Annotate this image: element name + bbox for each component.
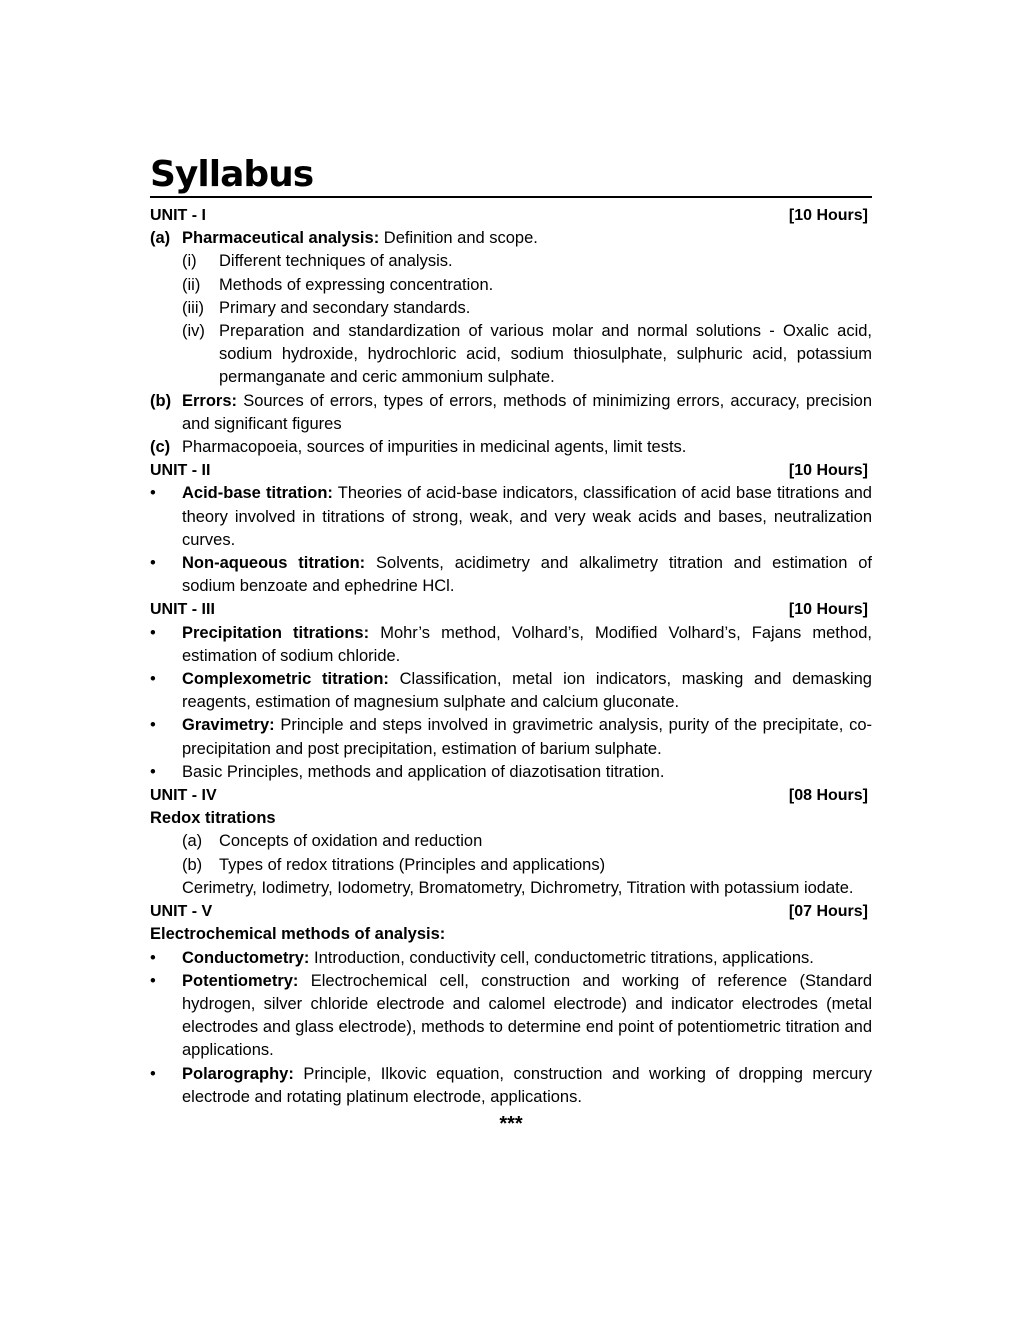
sub-label: (i) [182, 252, 197, 271]
title-rule [150, 196, 872, 198]
item-title: Conductometry: [182, 948, 310, 967]
item-text: Sources of errors, types of errors, methods of minimizing errors, accuracy, precision and significant figures [182, 391, 872, 433]
item-title: Precipitation titrations: [182, 623, 370, 642]
list-item [150, 714, 872, 760]
unit-4-hours: [08 Hours] [788, 787, 868, 805]
bullet-icon: • [150, 971, 156, 990]
unit-4-paragraph: Cerimetry, Iodimetry, Iodometry, Bromatometry, Dichrometry, Titration with potassium iodate. [182, 878, 854, 897]
sub-label: (iv) [182, 322, 205, 341]
sub-text: Preparation and standardization of various molar and normal solutions - Oxalic acid, sodium hydroxide, hydrochloric acid, sodium thiosulphate, sulphuric acid, potassium permanganate and ceric ammonium sulphate. [219, 322, 872, 387]
end-marker: *** [499, 1112, 523, 1135]
list-item [150, 1063, 872, 1109]
bullet-icon: • [150, 716, 156, 735]
item-text: Principle and steps involved in gravimetric analysis, purity of the precipitate, co-precipitation and post precipitation, estimation of barium sulphate. [182, 716, 872, 758]
item-text: Electrochemical cell, construction and working of reference (Standard hydrogen, silver chloride electrode and calomel electrode) and indicator electrodes (metal electrodes and glass electrode), methods to determine end point of potentiometric titration and applications. [182, 971, 872, 1060]
item-title: Pharmaceutical analysis: [182, 229, 380, 248]
unit-3-hours: [10 Hours] [788, 601, 868, 619]
unit-2-name: UNIT - II [150, 462, 211, 480]
sub-text: Primary and secondary standards. [219, 298, 471, 317]
unit-1-sub-i [150, 250, 872, 273]
list-item [150, 622, 872, 668]
sub-text: Types of redox titrations (Principles and applications) [219, 855, 606, 874]
bullet-icon: • [150, 948, 156, 967]
unit-4-sub-b [150, 854, 872, 877]
unit-1-header [150, 204, 872, 227]
bullet-icon: • [150, 554, 156, 573]
unit-4-sub-a [150, 830, 872, 853]
page-title: Syllabus [150, 154, 314, 195]
bullet-icon: • [150, 762, 156, 781]
unit-1-item-c [150, 436, 872, 459]
item-label: (c) [150, 438, 171, 457]
bullet-icon: • [150, 623, 156, 642]
sub-text: Methods of expressing concentration. [219, 275, 494, 294]
unit-5-name: UNIT - V [150, 903, 213, 921]
item-text: Classification, metal ion indicators, masking and demasking reagents, estimation of magnesium sulphate and calcium gluconate. [182, 670, 872, 712]
unit-1-name: UNIT - I [150, 207, 206, 224]
unit-5-header [150, 900, 872, 923]
bullet-icon: • [150, 1064, 156, 1083]
syllabus-page [150, 152, 872, 1137]
unit-5-heading: Electrochemical methods of analysis: [150, 925, 446, 944]
list-item [150, 970, 872, 1063]
sub-label: (ii) [182, 275, 201, 294]
item-title: Acid-base titration: [182, 484, 333, 503]
unit-5-hours: [07 Hours] [788, 903, 868, 921]
item-title: Polarography: [182, 1064, 294, 1083]
sub-label: (b) [182, 855, 203, 874]
unit-4-heading: Redox titrations [150, 809, 276, 828]
item-text: Theories of acid-base indicators, classification of acid base titrations and theory involved in titrations of strong, weak, and very weak acids and bases, neutralization curves. [182, 484, 872, 549]
item-text: Definition and scope. [379, 229, 538, 248]
sub-text: Concepts of oxidation and reduction [219, 832, 483, 851]
unit-1-hours: [10 Hours] [788, 207, 868, 224]
sub-label: (a) [182, 832, 203, 851]
unit-1-sub-ii [150, 274, 872, 297]
sub-label: (iii) [182, 298, 204, 317]
item-text: Mohr’s method, Volhard’s, Modified Volhard’s, Fajans method, estimation of sodium chloride. [182, 623, 872, 665]
item-label: (a) [150, 229, 171, 248]
unit-3-header [150, 598, 872, 621]
sub-text: Different techniques of analysis. [219, 252, 453, 271]
list-item [150, 668, 872, 714]
item-title: Gravimetry: [182, 716, 275, 735]
list-item [150, 482, 872, 552]
list-item [150, 552, 872, 598]
unit-4-name: UNIT - IV [150, 787, 217, 805]
item-text: Basic Principles, methods and application of diazotisation titration. [182, 762, 665, 781]
unit-2-hours: [10 Hours] [788, 462, 868, 480]
item-text: Principle, Ilkovic equation, construction and working of dropping mercury electrode and rotating platinum electrode, applications. [182, 1064, 872, 1106]
list-item [150, 947, 872, 970]
list-item [150, 761, 872, 784]
bullet-icon: • [150, 484, 156, 503]
item-text: Solvents, acidimetry and alkalimetry titration and estimation of sodium benzoate and ephedrine HCl. [182, 554, 872, 596]
item-title: Potentiometry: [182, 971, 299, 990]
item-title: Errors: [182, 391, 238, 410]
unit-1-sub-iv [150, 320, 872, 390]
unit-3-name: UNIT - III [150, 601, 215, 619]
item-text: Pharmacopoeia, sources of impurities in medicinal agents, limit tests. [182, 438, 687, 457]
item-label: (b) [150, 391, 172, 410]
unit-1-item-a [150, 227, 872, 250]
item-title: Non-aqueous titration: [182, 554, 366, 573]
unit-2-header [150, 459, 872, 482]
item-text: Introduction, conductivity cell, conductometric titrations, applications. [309, 948, 814, 967]
unit-4-header [150, 784, 872, 807]
bullet-icon: • [150, 670, 156, 689]
unit-1-sub-iii [150, 297, 872, 320]
unit-1-item-b [150, 390, 872, 436]
item-title: Complexometric titration: [182, 670, 389, 689]
